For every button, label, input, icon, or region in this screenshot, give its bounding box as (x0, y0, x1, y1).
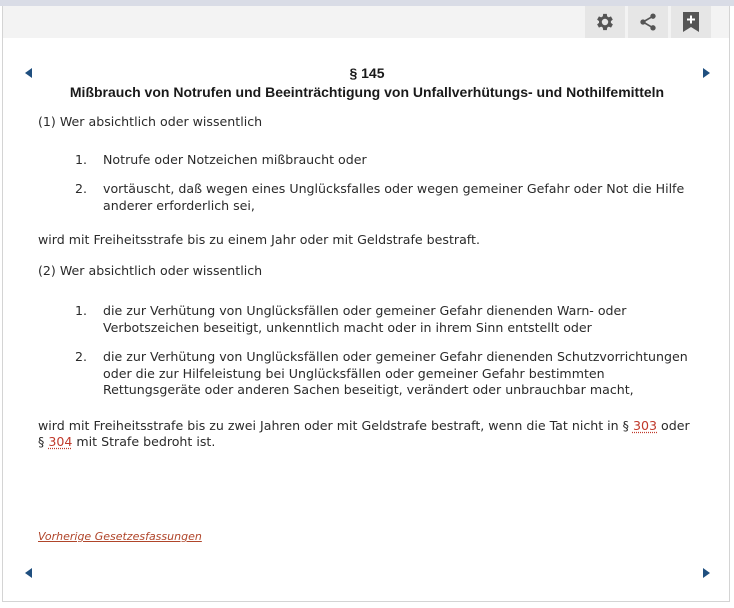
list-item-number: 1. (75, 151, 88, 167)
section-number: § 145 (349, 65, 385, 81)
settings-button[interactable] (585, 6, 625, 38)
list-item-number: 2. (75, 349, 88, 364)
reference-link-304[interactable]: 304 (48, 434, 73, 449)
bookmark-button[interactable] (671, 6, 711, 38)
section-title: Mißbrauch von Notrufen und Beeinträchtigung von Unfallverhütungs- und Nothilfemitteln (69, 84, 665, 100)
list-item (38, 152, 698, 169)
paragraph-1-intro: (1) Wer absichtlich oder wissentlich (38, 114, 263, 129)
law-viewer-panel (2, 6, 730, 602)
toolbar (3, 6, 729, 38)
paragraph-1-list (38, 152, 698, 215)
paragraph-1-outro: wird mit Freiheitsstrafe bis zu einem Jahr oder mit Geldstrafe bestraft. (38, 232, 480, 247)
outro-text-1: wird mit Freiheitsstrafe bis zu zwei Jahren oder mit Geldstrafe bestraft, wenn die Tat nicht in § (38, 417, 629, 433)
paragraph-2-outro (38, 418, 698, 451)
reference-link-303[interactable]: 303 (632, 417, 658, 433)
list-item-text: die zur Verhütung von Unglücksfällen oder gemeiner Gefahr dienenden Schutzvorrichtungen oder die zur Hilfeleistung bei Unglücksfällen oder gemeiner Gefahr bestimmten Rettungsgeräte oder anderen Sachen beseitigt, verändert oder unbrauchbar macht, (103, 349, 688, 397)
gear-icon (594, 11, 616, 33)
paragraph-2-list (38, 303, 698, 399)
list-item (38, 349, 698, 399)
outro-text-3: mit Strafe bedroht ist. (76, 434, 216, 449)
list-item (38, 181, 698, 214)
share-button[interactable] (628, 6, 668, 38)
share-icon (638, 12, 658, 32)
paragraph-2-intro: (2) Wer absichtlich oder wissentlich (38, 262, 263, 278)
bookmark-add-icon (682, 11, 700, 33)
next-section-arrow-bottom[interactable] (703, 568, 710, 578)
list-item-text: Notrufe oder Notzeichen mißbraucht oder (103, 151, 367, 167)
list-item-number: 1. (75, 303, 88, 318)
previous-section-arrow-bottom[interactable] (25, 568, 32, 578)
section-heading (3, 64, 731, 102)
law-text (38, 114, 698, 451)
previous-versions-link[interactable]: Vorherige Gesetzesfassungen (38, 530, 202, 543)
list-item-number: 2. (75, 181, 88, 196)
list-item-text: die zur Verhütung von Unglücksfällen oder gemeiner Gefahr dienenden Warn- oder Verbotszeichen beseitigt, unkenntlich macht oder in ihrem Sinn entstellt oder (103, 303, 627, 335)
list-item-text: vortäuscht, daß wegen eines Unglücksfalles oder wegen gemeiner Gefahr oder Not die Hilfe anderer erforderlich sei, (103, 181, 685, 213)
list-item (38, 303, 698, 336)
outro-text-2: oder § (38, 417, 690, 449)
